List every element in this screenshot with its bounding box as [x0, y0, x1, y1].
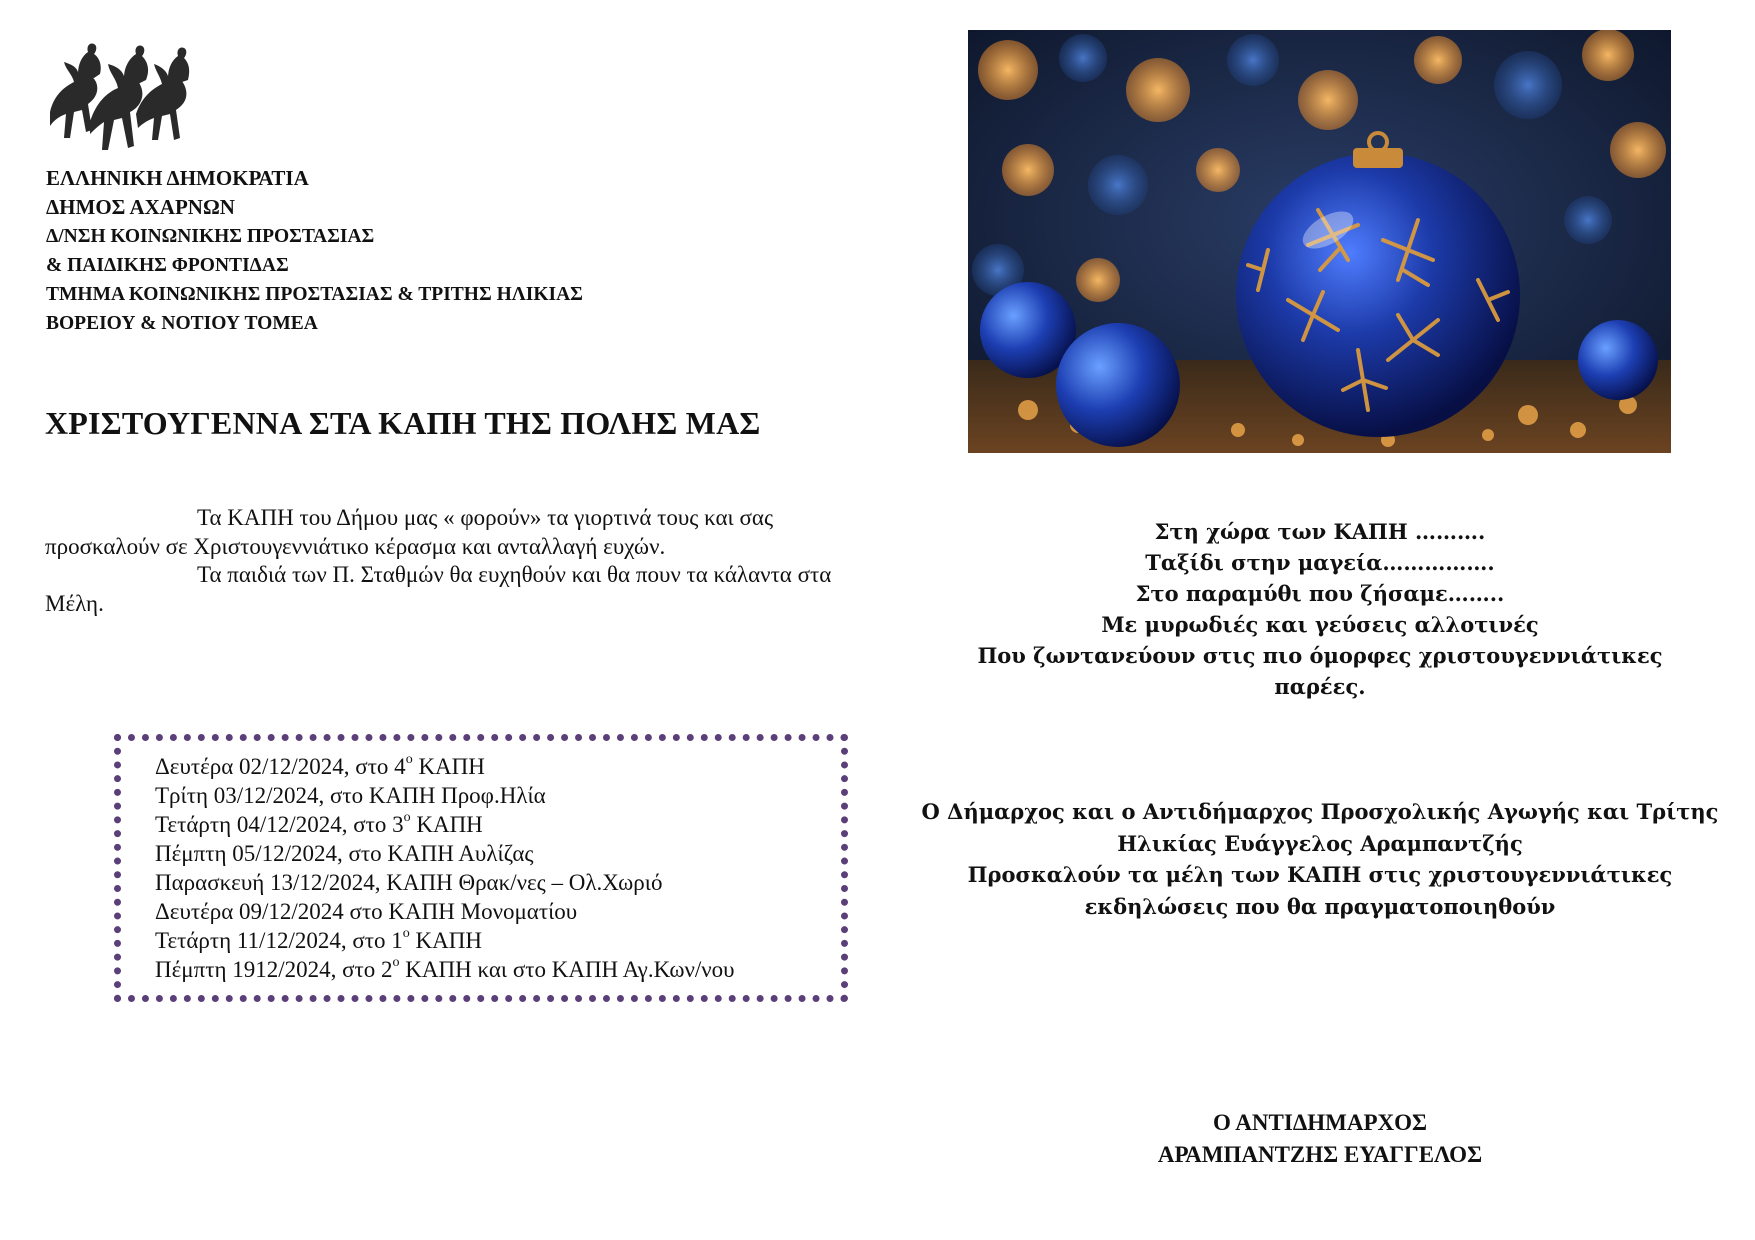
schedule-row: Δευτέρα 09/12/2024 στο ΚΑΠΗ Μονοματίου — [155, 899, 578, 924]
signature-name: ΑΡΑΜΠΑΝΤΖΗΣ ΕΥΑΓΓΕΛΟΣ — [1157, 1142, 1483, 1167]
poem-line: Στη χώρα των ΚΑΠΗ ………. — [1154, 519, 1486, 544]
invitation-text — [920, 796, 1720, 922]
header-line-sector: ΒΟΡΕΙΟΥ & ΝΟΤΙΟΥ ΤΟΜΕΑ — [46, 313, 318, 334]
schedule-row: Παρασκευή 13/12/2024, ΚΑΠΗ Θρακ/νες – Ολ.Χωριό — [155, 870, 663, 895]
intro-paragraph-1: Τα ΚΑΠΗ του Δήμου μας « φορούν» τα γιορτινά τους και σας προσκαλούν σε Χριστουγεννιάτικο κέρασμα και ανταλλαγή ευχών. — [45, 505, 774, 559]
schedule-row: Τρίτη 03/12/2024, στο ΚΑΠΗ Προφ.Ηλία — [155, 783, 546, 808]
signature-role: Ο ΑΝΤΙΔΗΜΑΡΧΟΣ — [1212, 1110, 1428, 1135]
schedule-box — [114, 734, 848, 1002]
horsemen-emblem-icon — [44, 34, 194, 158]
invitation-line: Προσκαλούν τα μέλη των ΚΑΠΗ στις χριστουγεννιάτικες — [967, 862, 1673, 887]
schedule-row: Τετάρτη 11/12/2024, στο $1^o$ ΚΑΠΗ — [155, 926, 482, 953]
poem-text — [930, 516, 1710, 702]
poem-line: Με μυρωδιές και γεύσεις αλλοτινές — [1101, 612, 1539, 637]
christmas-ornament-photo — [968, 30, 1671, 453]
organisation-header — [46, 164, 686, 338]
header-line-directorate: Δ/ΝΣΗ ΚΟΙΝΩΝΙΚΗΣ ΠΡΟΣΤΑΣΙΑΣ — [46, 226, 375, 247]
header-line-department: ΤΜΗΜΑ ΚΟΙΝΩΝΙΚΗΣ ΠΡΟΣΤΑΣΙΑΣ & ΤΡΙΤΗΣ ΗΛΙΚΙΑΣ — [46, 284, 583, 305]
poem-line: Στο παραμύθι που ζήσαμε…….. — [1135, 581, 1505, 606]
schedule-row: Τετάρτη 04/12/2024, στο $3^o$ ΚΑΠΗ — [155, 810, 483, 837]
schedule-row: Δευτέρα 02/12/2024, στο $4^o$ ΚΑΠΗ — [155, 752, 485, 779]
poem-line: Που ζωντανεύουν στις πιο όμορφες χριστουγεννιάτικες παρέες. — [977, 643, 1663, 699]
signature-block — [1100, 1107, 1540, 1171]
invitation-line: εκδηλώσεις που θα πραγματοποιηθούν — [1084, 893, 1556, 919]
invitation-line: Ηλικίας Ευάγγελος Αραμπαντζής — [1117, 830, 1523, 856]
schedule-row: Πέμπτη 05/12/2024, στο ΚΑΠΗ Αυλίζας — [155, 841, 534, 866]
intro-text — [45, 504, 845, 618]
intro-paragraph-2: Τα παιδιά των Π. Σταθμών θα ευχηθούν και θα πουν τα κάλαντα στα Μέλη. — [45, 562, 832, 616]
page-title: ΧΡΙΣΤΟΥΓΕΝΝΑ ΣΤΑ ΚΑΠΗ ΤΗΣ ΠΟΛΗΣ ΜΑΣ — [45, 405, 761, 441]
schedule-row: Πέμπτη 1912/2024, στο $2^o$ ΚΑΠΗ και στο ΚΑΠΗ Αγ.Κων/νου — [155, 955, 735, 982]
invitation-line: Ο Δήμαρχος και ο Αντιδήμαρχος Προσχολικής Αγωγής και Τρίτης — [921, 799, 1719, 824]
header-line-directorate-2: & ΠΑΙΔΙΚΗΣ ΦΡΟΝΤΙΔΑΣ — [46, 255, 289, 276]
header-line-country: ΕΛΛΗΝΙΚΗ ΔΗΜΟΚΡΑΤΙΑ — [46, 166, 309, 190]
poem-line: Ταξίδι στην μαγεία……………. — [1145, 550, 1495, 575]
header-line-municipality: ΔΗΜΟΣ ΑΧΑΡΝΩΝ — [46, 195, 235, 219]
